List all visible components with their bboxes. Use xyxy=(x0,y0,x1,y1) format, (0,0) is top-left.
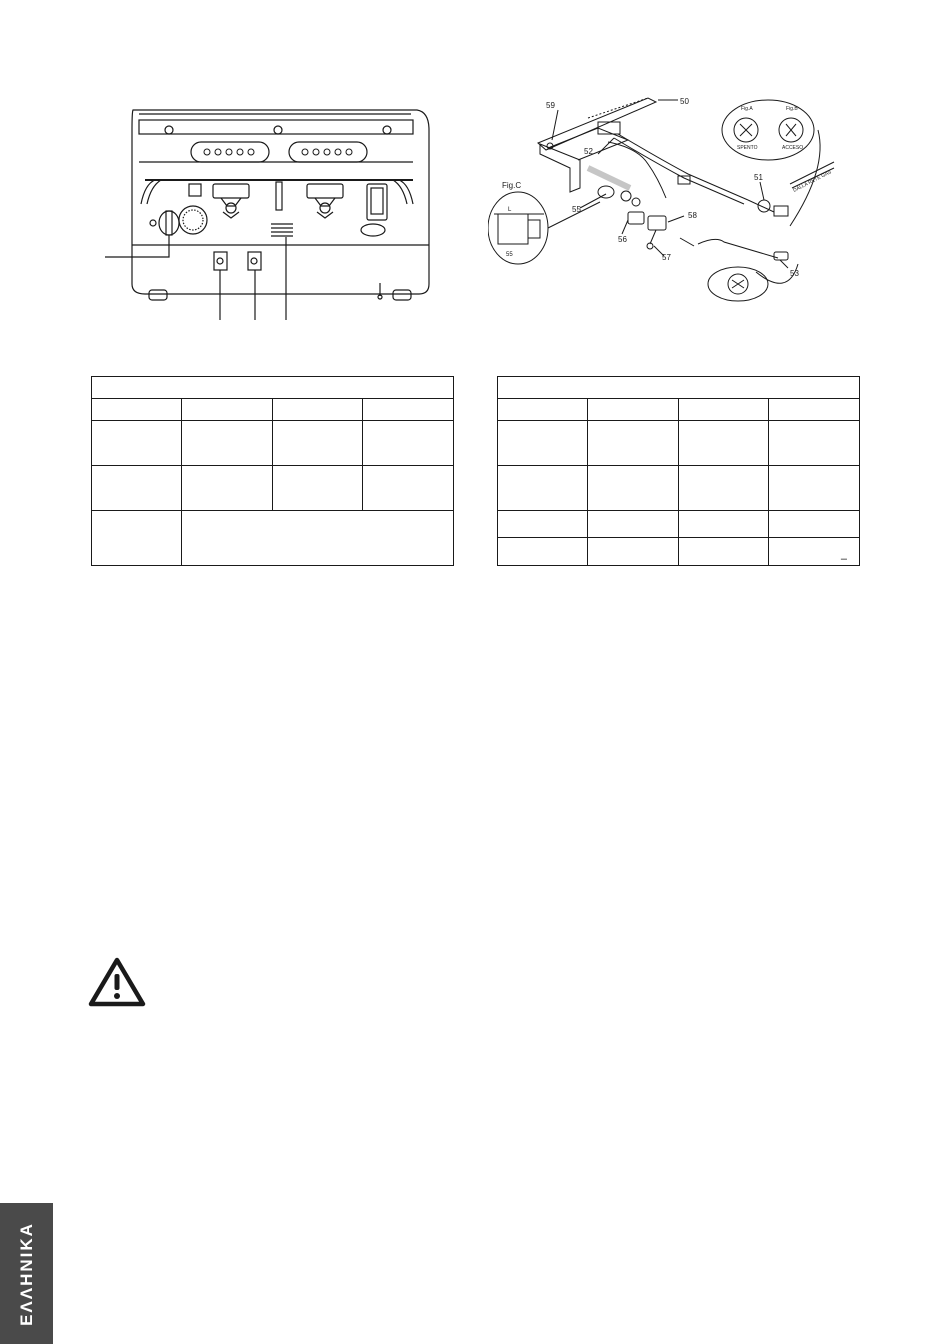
warning-icon xyxy=(88,956,146,1008)
table-cell xyxy=(182,421,273,466)
table-cell xyxy=(363,466,454,511)
part-label-56: 56 xyxy=(618,235,627,244)
part-label-58: 58 xyxy=(688,211,697,220)
burner-assembly-diagram xyxy=(488,88,838,303)
table-cell xyxy=(679,511,769,538)
table-cell xyxy=(182,511,454,566)
part-label-52: 52 xyxy=(584,147,593,156)
table-cell xyxy=(588,421,679,466)
knob-a-label: SPENTO xyxy=(737,145,758,151)
table-cell xyxy=(769,466,860,511)
table-cell xyxy=(498,538,588,566)
part-label-50: 50 xyxy=(680,97,689,106)
part-label-55: 55 xyxy=(572,205,581,214)
right-table-header xyxy=(498,377,860,399)
table-cell xyxy=(588,399,679,421)
table-cell xyxy=(273,421,363,466)
table-cell xyxy=(769,511,860,538)
table-cell xyxy=(92,421,182,466)
table-cell xyxy=(273,399,363,421)
table-cell xyxy=(363,421,454,466)
table-cell xyxy=(679,421,769,466)
fig-a-label: Fig.A xyxy=(741,106,753,112)
table-cell xyxy=(769,538,860,566)
table-cell xyxy=(92,399,182,421)
table-cell xyxy=(498,511,588,538)
table-cell xyxy=(588,538,679,566)
table-cell xyxy=(363,399,454,421)
part-label-57: 57 xyxy=(662,253,671,262)
table-cell xyxy=(273,466,363,511)
fig-c-part-label: 55 xyxy=(506,252,513,258)
table-cell xyxy=(498,466,588,511)
table-cell xyxy=(769,421,860,466)
knob-b-label: ACCESO xyxy=(782,145,804,151)
table-cell xyxy=(679,466,769,511)
table-cell xyxy=(588,511,679,538)
table-cell xyxy=(769,399,860,421)
part-label-51: 51 xyxy=(754,173,763,182)
fig-c-dim-label: L xyxy=(508,207,512,213)
part-label-59: 59 xyxy=(546,101,555,110)
fig-c-label: Fig.C xyxy=(502,181,522,190)
fig-b-label: Fig.B xyxy=(786,106,798,112)
language-tab xyxy=(0,1203,53,1344)
table-cell xyxy=(679,538,769,566)
gas-supply-label: DALLA RETE GAS xyxy=(792,169,833,194)
table-cell xyxy=(679,399,769,421)
table-cell xyxy=(182,466,273,511)
table-cell xyxy=(92,466,182,511)
table-cell xyxy=(498,421,588,466)
table-cell xyxy=(498,399,588,421)
dash-mark: – xyxy=(840,553,847,565)
right-table xyxy=(497,376,860,566)
table-cell xyxy=(588,466,679,511)
left-table-header xyxy=(92,377,454,399)
language-tab-label: ΕΛΛΗΝΙΚΑ xyxy=(16,1221,36,1326)
table-cell xyxy=(182,399,273,421)
machine-front-diagram xyxy=(95,100,440,325)
part-label-53: 53 xyxy=(790,269,799,278)
left-table xyxy=(91,376,454,566)
table-cell xyxy=(92,511,182,566)
